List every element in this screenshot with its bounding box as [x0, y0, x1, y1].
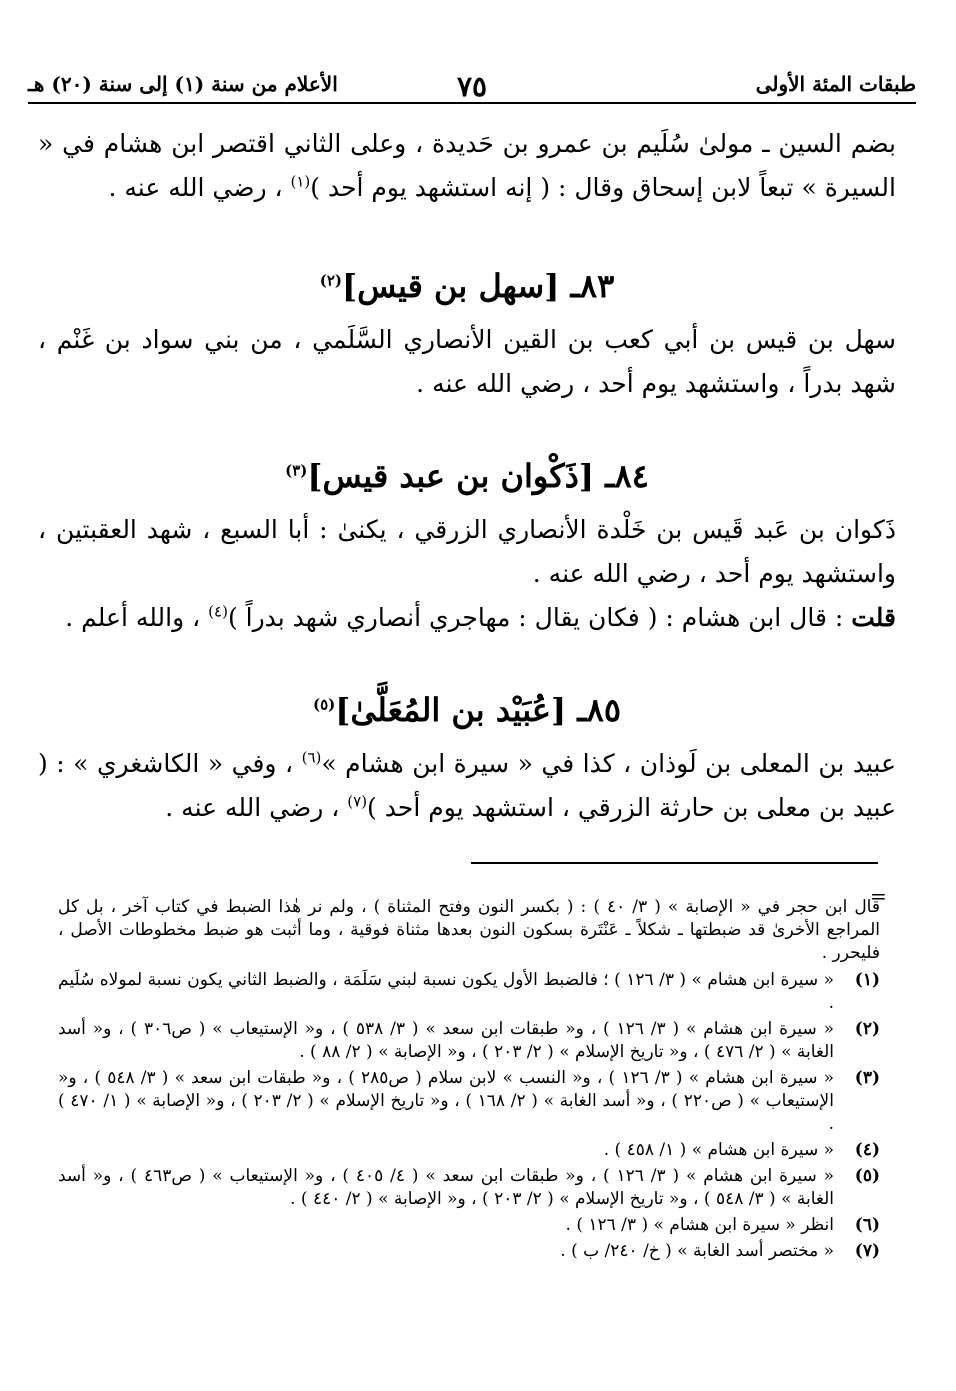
entry-84-title [38, 452, 896, 500]
footnote-number: (٦) [854, 1215, 880, 1235]
qult-label: قلت [851, 603, 896, 632]
running-title-right: طبقات المئة الأولى [755, 72, 916, 96]
footnote-ref-5: (٥) [312, 695, 336, 714]
intro-tail: ، رضي الله عنه . [108, 173, 291, 202]
footnote-text: « مختصر أسد الغابة » ( خ/ ٢٤٠/ ب ) . [560, 1241, 834, 1261]
entry-83-title [38, 262, 896, 310]
footnotes [58, 896, 880, 1266]
entry-85-text-2: ، وفي « الكاشغري » : ( عبيد بن معلى بن حارثة الزرقي ، استشهد يوم أحد ) [38, 749, 896, 822]
entry-84-note-tail: ، والله أعلم . [65, 603, 209, 632]
footnote-text: « سيرة ابن هشام » ( ٣/ ١٢٦ ) ؛ فالضبط الأول يكون نسبة لبني سَلَمَة ، والضبط الثاني يكون نسبة لمولاه سُلَيم . [58, 970, 834, 1013]
page-header [28, 66, 916, 104]
footnote-ref-4: (٤) [208, 602, 228, 621]
footnote-item [58, 1067, 880, 1136]
entry-84-note-text: : قال ابن هشام : ( فكان يقال : مهاجري أنصاري شهد بدراً ) [227, 603, 852, 632]
main-text [38, 122, 896, 830]
entry-84-text: ذَكوان بن عَبد قَيس بن خَلْدة الأنصاري الزرقي ، يكنىٰ : أبا السبع ، شهد العقبتين ، واستشهد يوم أحد ، رضي الله عنه . [38, 515, 896, 588]
entry-84-title-text: ٨٤ـ [ذَكْوان بن عبد قيس] [307, 457, 649, 495]
footnote-text: « سيرة ابن هشام » ( ٣/ ١٢٦ ) ، و« طبقات ابن سعد » ( ٤/ ٤٠٥ ) ، و« الإستيعاب » ( ص٤٦٣ ) ، و« أسد الغابة » ( ٣/ ٥٤٨ ) ، و« تاريخ الإسلام » ( ٢/ ٢٠٣ ) ، و« الإصابة » ( ٢/ ٤٤٠ ) . [58, 1166, 835, 1209]
footnote-ref-1: (١) [290, 172, 311, 191]
footnote-item [58, 1018, 880, 1064]
entry-84-note [38, 596, 896, 640]
footnote-separator [471, 862, 878, 864]
intro-text: بضم السين ـ مولىٰ سُلَيم بن عمرو بن حَديدة ، وعلى الثاني اقتصر ابن هشام في « السيرة » تبعاً لابن إسحاق وقال : ( إنه استشهد يوم أحد ) [38, 129, 896, 202]
footnote-item [58, 1214, 880, 1237]
footnote-ref-6: (٦) [301, 748, 322, 767]
footnote-number: (٣) [854, 1068, 880, 1088]
footnote-ref-3: (٣) [285, 461, 308, 480]
intro-paragraph [38, 122, 896, 210]
running-title-left: الأعلام من سنة (١) إلى سنة (٢٠) هـ [28, 72, 338, 96]
page-number: ٧٥ [456, 70, 488, 103]
footnote-item [58, 969, 880, 1015]
footnote-number: (٤) [854, 1140, 880, 1160]
footnote-text: « سيرة ابن هشام » ( ١/ ٤٥٨ ) . [603, 1140, 834, 1160]
entry-85-text-1: عبيد بن المعلى بن لَوذان ، كذا في « سيرة ابن هشام » [321, 749, 896, 778]
footnote-item [58, 1165, 880, 1211]
footnote-number: (٥) [854, 1166, 880, 1186]
footnote-number: (٢) [854, 1019, 880, 1039]
entry-85-title [38, 686, 896, 734]
entry-85-title-text: ٨٥ـ [عُبَيْد بن المُعَلَّىٰ] [335, 691, 622, 729]
footnote-continuation: قال ابن حجر في « الإصابة » ( ٣/ ٤٠ ) : ( بكسر النون وفتح المثناة ) ، ولم نر هٰذا الضبط في كتاب آخر ، بل كل المراجع الأخرىٰ قد ضبطتها ـ شكلاً ـ عَنْتَرة بسكون النون بعدها مثناة فوقية ، وما أثبت هو ضبط مخطوطات الأصل ، فليحرر . [58, 897, 880, 963]
continuation-mark: = [870, 884, 887, 908]
entry-83-title-text: ٨٣ـ [سهل بن قيس] [342, 267, 615, 305]
footnote-text: انظر « سيرة ابن هشام » ( ٣/ ١٢٦ ) . [565, 1215, 834, 1235]
footnote-item [58, 1240, 880, 1263]
footnote-ref-2: (٢) [319, 271, 342, 290]
footnote-number: (١) [854, 970, 880, 990]
footnote-item [58, 1139, 880, 1162]
entry-85-text [38, 742, 896, 830]
footnote-ref-7: (٧) [347, 792, 368, 811]
footnote-text: « سيرة ابن هشام » ( ٣/ ١٢٦ ) ، و« طبقات ابن سعد » ( ٣/ ٥٣٨ ) ، و« الإستيعاب » ( ص٣٠٦ ) ، و« أسد الغابة » ( ٢/ ٤٧٦ ) ، و« تاريخ الإسلام » ( ٢/ ٢٠٣ ) ، و« الإصابة » ( ٢/ ٨٨ ) . [58, 1019, 835, 1062]
entry-83-text: سهل بن قيس بن أبي كعب بن القين الأنصاري السَّلَمي ، من بني سواد بن غَنْم ، شهد بدراً ، واستشهد يوم أحد ، رضي الله عنه . [38, 325, 896, 398]
entry-85-text-3: ، رضي الله عنه . [165, 793, 348, 822]
footnote-number: (٧) [854, 1241, 880, 1261]
footnote-text: « سيرة ابن هشام » ( ٣/ ١٢٦ ) ، و« النسب » لابن سلام ( ص٢٨٥ ) ، و« طبقات ابن سعد » ( ٣/ ٥٤٨ ) ، و« الإستيعاب » ( ص٢٢٠ ) ، و« أسد الغابة » ( ٢/ ١٦٨ ) ، و« تاريخ الإسلام » ( ٢/ ٢٠٣ ) ، و« الإصابة » ( ١/ ٤٧٠ ) . [58, 1068, 835, 1134]
